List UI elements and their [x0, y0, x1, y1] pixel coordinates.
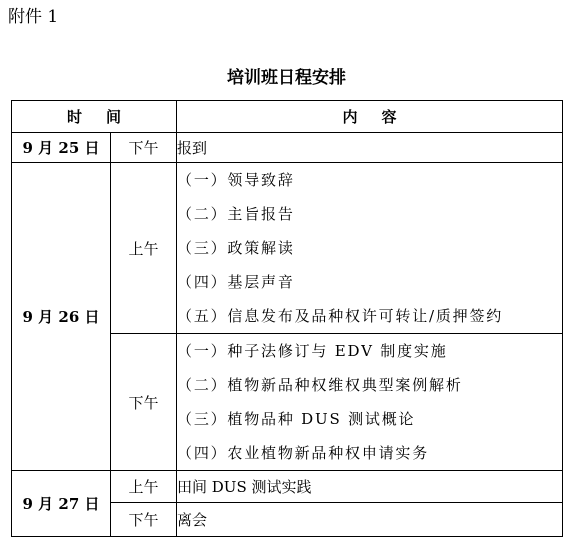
- content-cell: [177, 334, 563, 471]
- agenda-item: （二）植物新品种权维权典型案例解析: [177, 376, 463, 394]
- agenda-item: （三）政策解读: [177, 239, 295, 257]
- agenda-item: （四）农业植物新品种权申请实务: [177, 444, 430, 462]
- content-cell: 报到: [177, 133, 563, 163]
- agenda-item: （一）领导致辞: [177, 171, 295, 189]
- period-cell: 下午: [111, 133, 177, 163]
- table-row: [12, 163, 563, 334]
- agenda-item: （三）植物品种 DUS 测试概论: [177, 410, 416, 428]
- date-cell: 9 月 26 日: [12, 163, 111, 471]
- content-cell: 田间 DUS 测试实践: [177, 471, 563, 503]
- table-row: [12, 471, 563, 503]
- date-cell: 9 月 25 日: [12, 133, 111, 163]
- date-cell: 9 月 27 日: [12, 471, 111, 537]
- schedule-table: [11, 100, 563, 537]
- period-cell: 上午: [111, 163, 177, 334]
- period-cell: 上午: [111, 471, 177, 503]
- header-time: 时间: [12, 101, 177, 133]
- document-title: 培训班日程安排: [227, 68, 346, 88]
- agenda-item: （五）信息发布及品种权许可转让/质押签约: [177, 307, 504, 325]
- agenda-item: （二）主旨报告: [177, 205, 295, 223]
- attachment-label: 附件 1: [8, 7, 59, 27]
- period-cell: 下午: [111, 334, 177, 471]
- header-content: 内容: [177, 101, 563, 133]
- content-cell: 离会: [177, 503, 563, 537]
- period-cell: 下午: [111, 503, 177, 537]
- content-cell: [177, 163, 563, 334]
- agenda-item: （四）基层声音: [177, 273, 295, 291]
- agenda-item: （一）种子法修订与 EDV 制度实施: [177, 342, 448, 360]
- table-row: [12, 133, 563, 163]
- table-header-row: [12, 101, 563, 133]
